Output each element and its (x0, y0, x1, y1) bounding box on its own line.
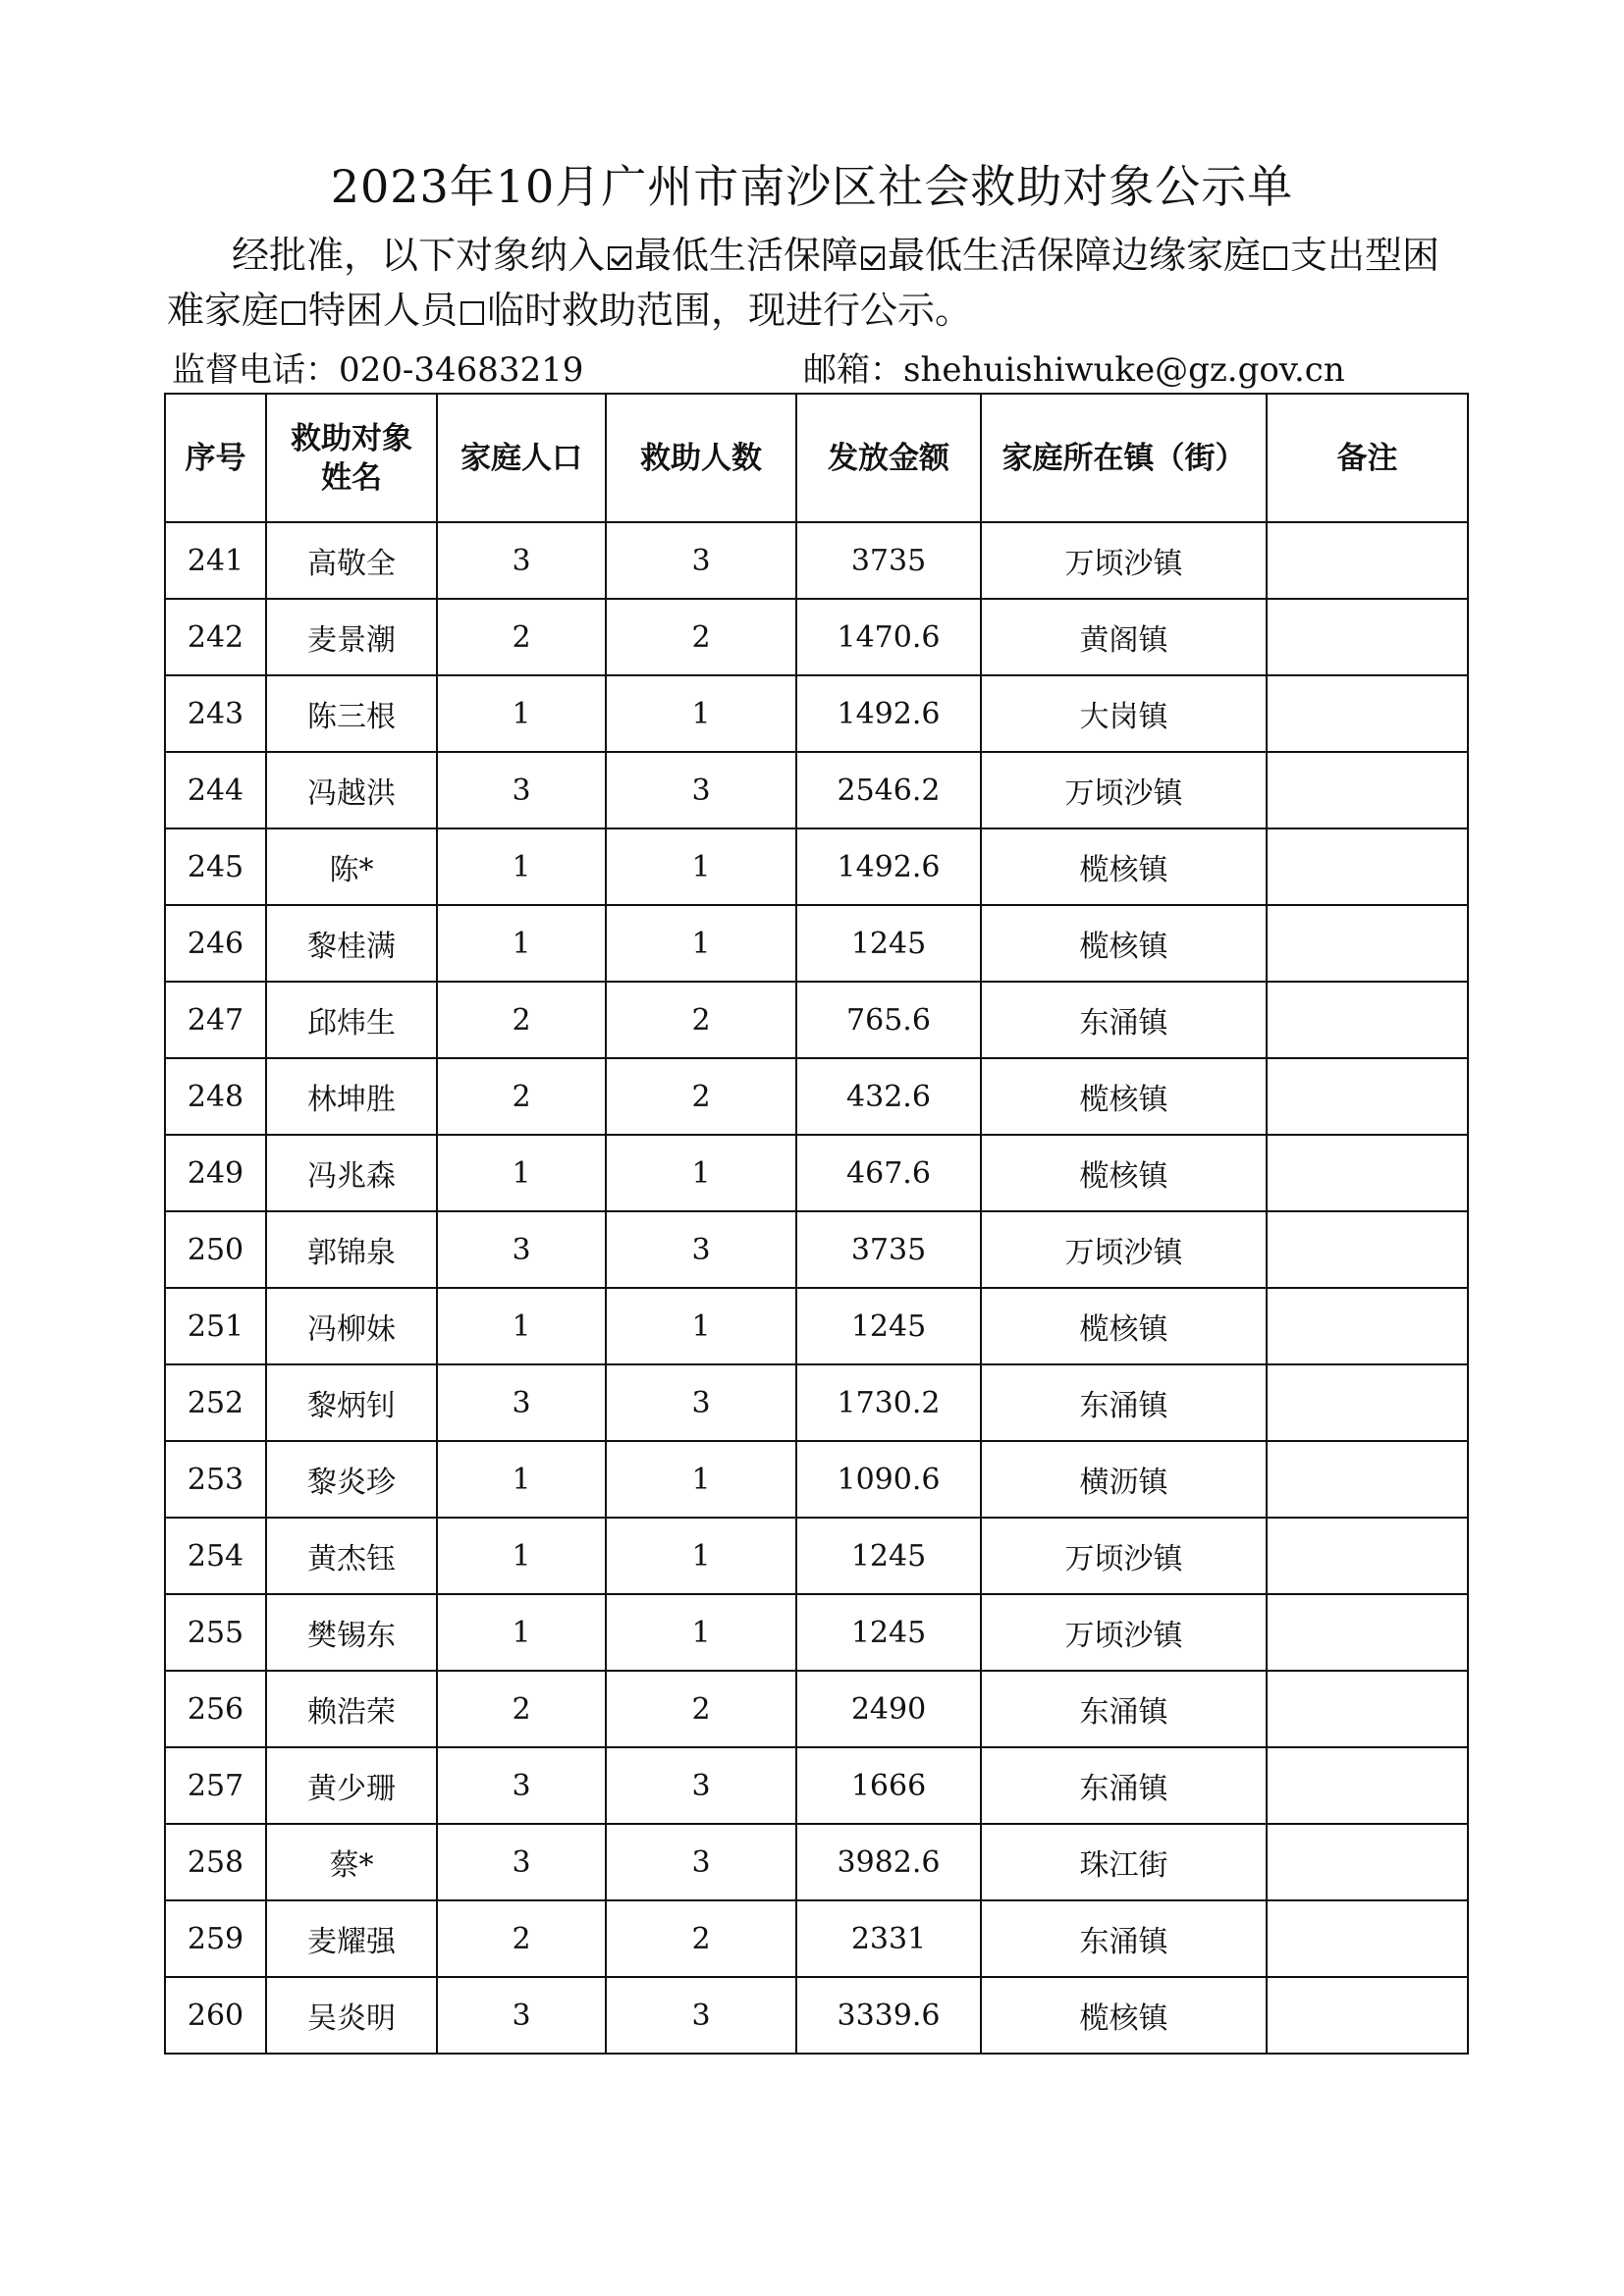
cell-aided-count: 1 (606, 1288, 796, 1364)
cell-amount: 3735 (796, 1211, 981, 1288)
table-row (165, 752, 1468, 828)
table-row (165, 1977, 1468, 2054)
checkbox-temporary-aid-icon (460, 301, 484, 325)
cell-amount: 1245 (796, 1288, 981, 1364)
table-row (165, 1900, 1468, 1977)
cell-amount: 2490 (796, 1671, 981, 1747)
cell-remarks (1267, 1364, 1468, 1441)
cell-name: 冯越洪 (266, 752, 437, 828)
cell-aided-count: 3 (606, 522, 796, 599)
cell-remarks (1267, 1135, 1468, 1211)
assistance-table (164, 393, 1469, 2055)
option-minimum-living: 最低生活保障 (634, 234, 859, 277)
cell-town: 万顷沙镇 (981, 1594, 1267, 1671)
cell-aided-count: 1 (606, 1518, 796, 1594)
cell-town: 黄阁镇 (981, 599, 1267, 675)
cell-town: 东涌镇 (981, 1747, 1267, 1824)
table-row (165, 1671, 1468, 1747)
contact-email: 邮箱：shehuishiwuke@gz.gov.cn (803, 350, 1345, 390)
cell-aided-count: 3 (606, 1747, 796, 1824)
header-amount: 发放金额 (796, 394, 981, 522)
cell-remarks (1267, 1058, 1468, 1135)
cell-household-size: 1 (437, 828, 606, 905)
header-household-size: 家庭人口 (437, 394, 606, 522)
option-expenditure-hardship: 支出型困难家庭 (167, 234, 1440, 332)
cell-aided-count: 1 (606, 675, 796, 752)
cell-town: 东涌镇 (981, 982, 1267, 1058)
cell-name: 麦耀强 (266, 1900, 437, 1977)
option-special-hardship: 特困人员 (308, 289, 459, 332)
cell-household-size: 3 (437, 752, 606, 828)
table-row (165, 828, 1468, 905)
cell-name: 赖浩荣 (266, 1671, 437, 1747)
cell-remarks (1267, 1518, 1468, 1594)
checkbox-marginal-family-icon (861, 246, 885, 270)
header-remarks: 备注 (1267, 394, 1468, 522)
cell-remarks (1267, 1900, 1468, 1977)
cell-name: 冯柳妹 (266, 1288, 437, 1364)
cell-serial: 248 (165, 1058, 266, 1135)
cell-remarks (1267, 522, 1468, 599)
cell-town: 榄核镇 (981, 1058, 1267, 1135)
checkbox-expenditure-hardship-icon (1264, 246, 1287, 270)
cell-town: 万顷沙镇 (981, 1518, 1267, 1594)
cell-household-size: 2 (437, 1900, 606, 1977)
cell-remarks (1267, 1824, 1468, 1900)
cell-name: 黄杰钰 (266, 1518, 437, 1594)
cell-remarks (1267, 675, 1468, 752)
cell-amount: 3339.6 (796, 1977, 981, 2054)
cell-serial: 252 (165, 1364, 266, 1441)
cell-name: 黎炎珍 (266, 1441, 437, 1518)
table-row (165, 522, 1468, 599)
cell-name: 陈三根 (266, 675, 437, 752)
cell-aided-count: 1 (606, 1441, 796, 1518)
cell-remarks (1267, 1441, 1468, 1518)
cell-amount: 2331 (796, 1900, 981, 1977)
supervision-phone: 监督电话：020-34683219 (172, 350, 584, 390)
header-name (266, 394, 437, 522)
cell-aided-count: 2 (606, 982, 796, 1058)
cell-serial: 260 (165, 1977, 266, 2054)
cell-remarks (1267, 1594, 1468, 1671)
cell-amount: 1245 (796, 1594, 981, 1671)
table-row (165, 1824, 1468, 1900)
option-marginal-family: 最低生活保障边缘家庭 (888, 234, 1262, 277)
cell-name: 樊锡东 (266, 1594, 437, 1671)
table-row (165, 1594, 1468, 1671)
cell-town: 万顷沙镇 (981, 1211, 1267, 1288)
table-row (165, 1211, 1468, 1288)
cell-serial: 258 (165, 1824, 266, 1900)
cell-name: 林坤胜 (266, 1058, 437, 1135)
cell-household-size: 3 (437, 1364, 606, 1441)
cell-town: 大岗镇 (981, 675, 1267, 752)
cell-serial: 251 (165, 1288, 266, 1364)
cell-serial: 259 (165, 1900, 266, 1977)
cell-household-size: 1 (437, 1441, 606, 1518)
cell-remarks (1267, 752, 1468, 828)
cell-town: 榄核镇 (981, 1288, 1267, 1364)
cell-aided-count: 2 (606, 599, 796, 675)
cell-aided-count: 3 (606, 752, 796, 828)
cell-serial: 254 (165, 1518, 266, 1594)
cell-serial: 242 (165, 599, 266, 675)
table-row (165, 1135, 1468, 1211)
cell-aided-count: 1 (606, 828, 796, 905)
cell-remarks (1267, 1288, 1468, 1364)
cell-town: 万顷沙镇 (981, 522, 1267, 599)
cell-serial: 243 (165, 675, 266, 752)
cell-name: 高敬全 (266, 522, 437, 599)
table-row (165, 1441, 1468, 1518)
cell-amount: 467.6 (796, 1135, 981, 1211)
cell-name: 黎桂满 (266, 905, 437, 982)
cell-household-size: 3 (437, 1211, 606, 1288)
cell-town: 榄核镇 (981, 1977, 1267, 2054)
cell-name: 黎炳钊 (266, 1364, 437, 1441)
intro-prefix: 经批准，以下对象纳入 (232, 234, 606, 277)
cell-amount: 765.6 (796, 982, 981, 1058)
cell-town: 东涌镇 (981, 1900, 1267, 1977)
checkbox-special-hardship-icon (282, 301, 305, 325)
cell-household-size: 2 (437, 1671, 606, 1747)
cell-household-size: 1 (437, 1594, 606, 1671)
cell-remarks (1267, 1211, 1468, 1288)
cell-name: 蔡* (266, 1824, 437, 1900)
cell-aided-count: 1 (606, 905, 796, 982)
cell-household-size: 3 (437, 522, 606, 599)
cell-amount: 1492.6 (796, 675, 981, 752)
cell-aided-count: 2 (606, 1058, 796, 1135)
cell-serial: 246 (165, 905, 266, 982)
cell-amount: 2546.2 (796, 752, 981, 828)
cell-amount: 1730.2 (796, 1364, 981, 1441)
cell-town: 榄核镇 (981, 905, 1267, 982)
table-row (165, 1518, 1468, 1594)
cell-aided-count: 1 (606, 1594, 796, 1671)
cell-household-size: 2 (437, 599, 606, 675)
cell-amount: 1245 (796, 1518, 981, 1594)
cell-household-size: 1 (437, 1518, 606, 1594)
cell-serial: 255 (165, 1594, 266, 1671)
cell-household-size: 1 (437, 675, 606, 752)
intro-paragraph (167, 228, 1473, 338)
cell-serial: 249 (165, 1135, 266, 1211)
header-aided-count: 救助人数 (606, 394, 796, 522)
cell-serial: 253 (165, 1441, 266, 1518)
cell-household-size: 3 (437, 1747, 606, 1824)
option-temporary-aid: 临时救助 (487, 289, 637, 332)
cell-serial: 245 (165, 828, 266, 905)
intro-suffix: 范围，现进行公示。 (636, 289, 973, 332)
cell-aided-count: 3 (606, 1211, 796, 1288)
cell-town: 东涌镇 (981, 1364, 1267, 1441)
cell-amount: 1492.6 (796, 828, 981, 905)
cell-household-size: 2 (437, 1058, 606, 1135)
cell-aided-count: 2 (606, 1900, 796, 1977)
cell-name: 冯兆森 (266, 1135, 437, 1211)
cell-serial: 244 (165, 752, 266, 828)
header-serial: 序号 (165, 394, 266, 522)
table-row (165, 1058, 1468, 1135)
cell-aided-count: 1 (606, 1135, 796, 1211)
cell-serial: 257 (165, 1747, 266, 1824)
table-row (165, 1747, 1468, 1824)
page-title: 2023年10月广州市南沙区社会救助对象公示单 (330, 160, 1294, 213)
table-header-row (165, 394, 1468, 522)
table-row (165, 1364, 1468, 1441)
cell-name: 郭锦泉 (266, 1211, 437, 1288)
cell-remarks (1267, 1747, 1468, 1824)
cell-amount: 3735 (796, 522, 981, 599)
cell-amount: 3982.6 (796, 1824, 981, 1900)
table-row (165, 982, 1468, 1058)
cell-aided-count: 2 (606, 1671, 796, 1747)
cell-aided-count: 3 (606, 1977, 796, 2054)
table-row (165, 905, 1468, 982)
header-town: 家庭所在镇（街） (981, 394, 1267, 522)
cell-town: 东涌镇 (981, 1671, 1267, 1747)
table-row (165, 675, 1468, 752)
cell-town: 万顷沙镇 (981, 752, 1267, 828)
cell-serial: 241 (165, 522, 266, 599)
cell-amount: 1090.6 (796, 1441, 981, 1518)
cell-town: 横沥镇 (981, 1441, 1267, 1518)
cell-remarks (1267, 905, 1468, 982)
cell-household-size: 1 (437, 905, 606, 982)
cell-remarks (1267, 1671, 1468, 1747)
cell-remarks (1267, 828, 1468, 905)
cell-amount: 1470.6 (796, 599, 981, 675)
cell-household-size: 1 (437, 1135, 606, 1211)
cell-aided-count: 3 (606, 1824, 796, 1900)
cell-household-size: 3 (437, 1824, 606, 1900)
cell-serial: 250 (165, 1211, 266, 1288)
header-name-text: 救助对象姓名 (291, 420, 412, 496)
cell-name: 陈* (266, 828, 437, 905)
cell-remarks (1267, 982, 1468, 1058)
cell-name: 黄少珊 (266, 1747, 437, 1824)
cell-town: 榄核镇 (981, 828, 1267, 905)
cell-remarks (1267, 599, 1468, 675)
cell-town: 榄核镇 (981, 1135, 1267, 1211)
cell-amount: 1245 (796, 905, 981, 982)
cell-household-size: 2 (437, 982, 606, 1058)
cell-amount: 432.6 (796, 1058, 981, 1135)
cell-name: 邱炜生 (266, 982, 437, 1058)
cell-serial: 256 (165, 1671, 266, 1747)
cell-name: 吴炎明 (266, 1977, 437, 2054)
cell-household-size: 1 (437, 1288, 606, 1364)
cell-remarks (1267, 1977, 1468, 2054)
table-row (165, 599, 1468, 675)
cell-serial: 247 (165, 982, 266, 1058)
table-row (165, 1288, 1468, 1364)
cell-town: 珠江街 (981, 1824, 1267, 1900)
cell-aided-count: 3 (606, 1364, 796, 1441)
cell-amount: 1666 (796, 1747, 981, 1824)
checkbox-minimum-living-icon (608, 246, 631, 270)
cell-household-size: 3 (437, 1977, 606, 2054)
cell-name: 麦景潮 (266, 599, 437, 675)
